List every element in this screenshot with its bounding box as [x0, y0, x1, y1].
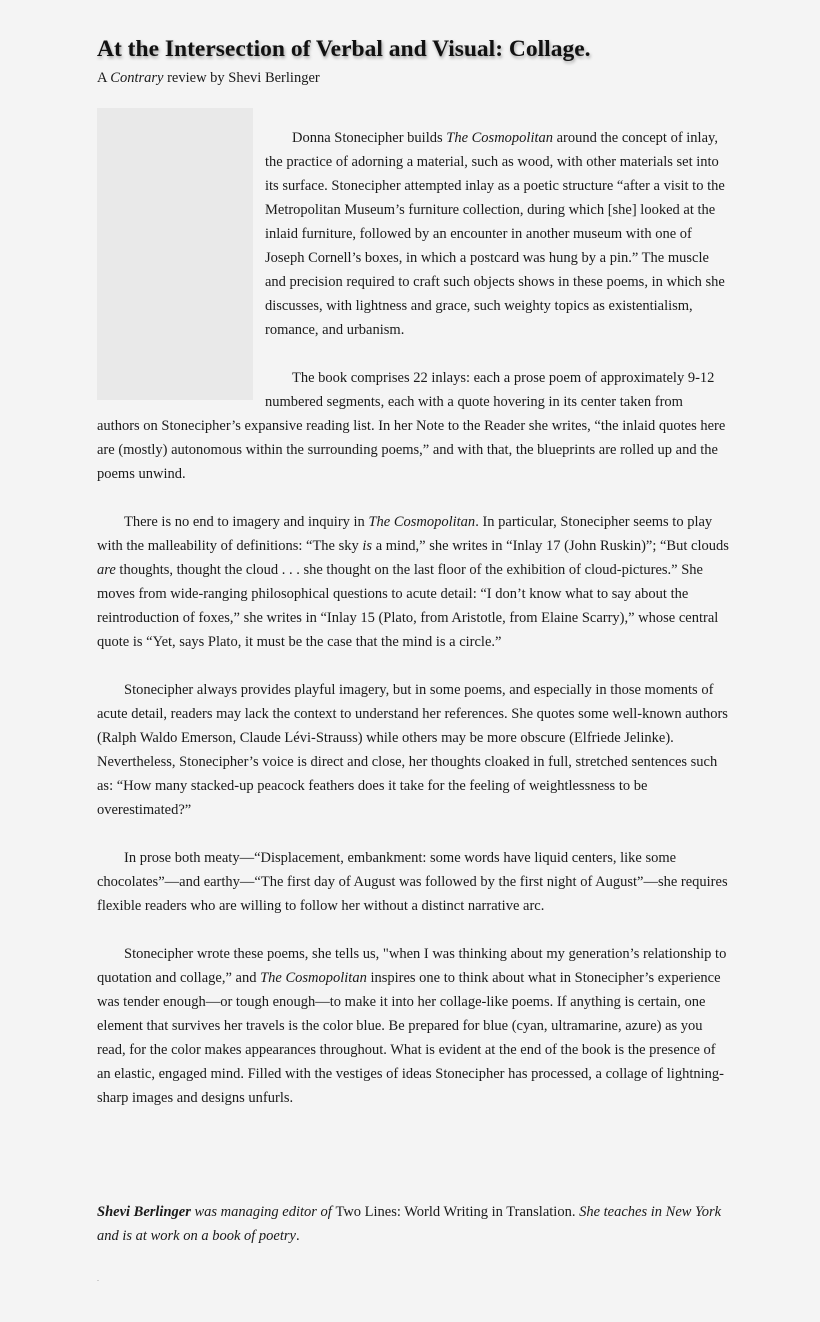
text-run: The Cosmopolitan — [368, 514, 476, 530]
text-run: Two Lines: World Writing in Translation. — [335, 1204, 576, 1220]
text-run: is — [362, 538, 373, 554]
text-run: . In particular, Stonecipher seems to play with the malleability of definitions: “The sky — [97, 514, 713, 554]
page-mark — [97, 1280, 99, 1281]
text-run: . — [295, 1228, 300, 1244]
text-run: She teaches in New York and is at work on a book of poetry — [97, 1204, 722, 1244]
author-bio — [97, 1200, 737, 1248]
text-run: inspires one to think about what in Stonecipher’s experience was tender enough—or tough enough—to make it into her collage-like poems. If anything is certain, one element that survives her travels is the color blue. Be prepared for blue (cyan, ultramarine, azure) as you read, for the color makes appearances throughout. What is evident at the end of the book is the presence of an elastic, engaged mind. Filled with the vestiges of ideas Stonecipher has processed, a collage of lightning-sharp images and designs unfurls. — [97, 970, 724, 1106]
body-paragraph — [97, 678, 729, 822]
text-run: around the concept of inlay, the practice of adorning a material, such as wood, with other materials set into its surface. Stonecipher attempted inlay as a poetic structure “after a visit to the Metropolitan Museum’s furniture collection, during which [she] looked at the inlaid furniture, followed by an encounter in another museum with one of Joseph Cornell’s boxes, in which a postcard was hung by a pin.” The muscle and precision required to craft such objects shows in these poems, in which she discusses, with lightness and grace, such weighty topics as existentialism, romance, and urbanism. — [265, 130, 725, 338]
text-run: The Cosmopolitan — [260, 970, 367, 986]
text-run: Donna Stonecipher builds — [292, 130, 447, 146]
text-run: a mind,” she writes in “Inlay 17 (John Ruskin)”; “But clouds — [372, 538, 729, 554]
text-run: thoughts, thought the cloud . . . she thought on the last floor of the exhibition of cloud-pictures.” She moves from wide-ranging philosophical questions to acute detail: “I don’t know what to say about the reintroduction of foxes,” she writes in “Inlay 15 (Plato, from Aristotle, from Elaine Scarry),” whose central quote is “Yet, says Plato, it must be the case that the mind is a circle.” — [97, 562, 719, 650]
article-body — [97, 126, 729, 1134]
byline-suffix: review by Shevi Berlinger — [163, 70, 320, 86]
article-title: At the Intersection of Verbal and Visual: Collage. — [97, 36, 591, 62]
byline-prefix: A — [97, 70, 111, 86]
book-cover-image-placeholder — [97, 108, 253, 400]
text-run: There is no end to imagery and inquiry in — [124, 514, 369, 530]
text-run: The book comprises 22 inlays: each a prose poem of approximately 9-12 numbered segments, each with a quote hovering in its center taken from authors on Stonecipher’s expansive reading list. In her Note to the Reader she writes, “the inlaid quotes here are (mostly) autonomous within the surrounding poems,” and with that, the blueprints are rolled up and the poems unwind. — [97, 370, 726, 482]
text-run: are — [97, 562, 116, 578]
body-paragraph — [97, 510, 729, 654]
body-paragraph — [97, 942, 729, 1110]
text-run: Stonecipher wrote these poems, she tells us, "when I was thinking about my generation’s relationship to quotation and collage,” and — [97, 946, 727, 986]
byline — [97, 68, 320, 88]
byline-publication: Contrary — [110, 70, 164, 86]
text-run: Stonecipher always provides playful imagery, but in some poems, and especially in those moments of acute detail, readers may lack the context to understand her references. She quotes some well-known authors (Ralph Waldo Emerson, Claude Lévi-Strauss) while others may be more obscure (Elfriede Jelinke). Nevertheless, Stonecipher’s voice is direct and close, her thoughts cloaked in full, stretched sentences such as: “How many stacked-up peacock feathers does it take for the feeling of weightlessness to be overestimated?” — [97, 682, 728, 818]
text-run: In prose both meaty—“Displacement, embankment: some words have liquid centers, like some chocolates”—and earthy—“The first day of August was followed by the first night of August”—she requires flexible readers who are willing to follow her without a distinct narrative arc. — [97, 850, 728, 914]
text-run: was managing editor of — [190, 1204, 336, 1220]
text-run: Shevi Berlinger — [97, 1204, 191, 1220]
text-run: The Cosmopolitan — [446, 130, 553, 146]
body-paragraph — [97, 846, 729, 918]
